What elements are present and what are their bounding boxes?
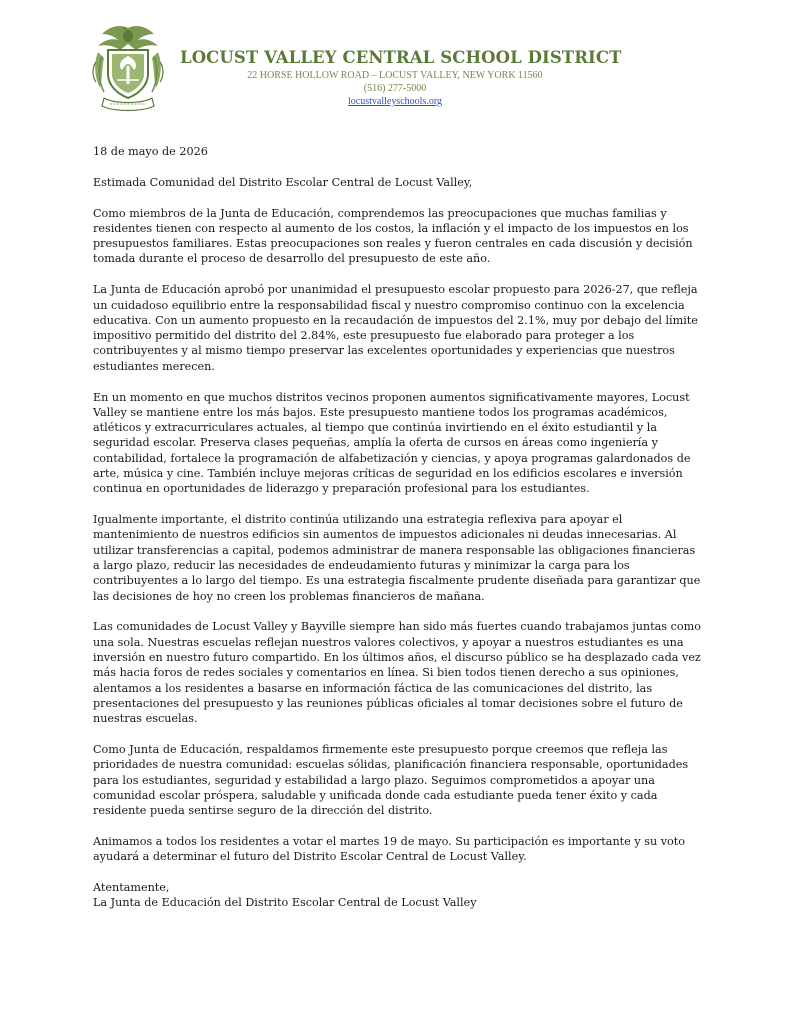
letter-paragraph: Como miembros de la Junta de Educación, comprendemos las preocupaciones que muchas familias y residentes tienen con respecto al aumento de los costos, la inflación y el impacto de los impuestos en los presupuestos familiares. Estas preocupaciones son reales y fueron centrales en cada discusión y decisión tomada durante el proceso de desarrollo del presupuesto de este año. — [93, 206, 693, 266]
letter-paragraph: Como Junta de Educación, respaldamos firmemente este presupuesto porque creemos que refleja las prioridades de nuestra comunidad: escuelas sólidas, planificación financiera responsable, oportunidades para los estudiantes, seguridad y estabilidad a largo plazo. Seguimos comprometidos a apoyar una comunidad escolar próspera, saludable y unificada donde cada estudiante pueda tener éxito y cada residente pueda sentirse seguro de la dirección del distrito. — [93, 743, 689, 818]
district-phone: (516) 277-5000 — [363, 83, 427, 94]
letter-signature: La Junta de Educación del Distrito Escolar Central de Locust Valley — [93, 896, 477, 910]
letter-body — [93, 144, 705, 911]
letter-paragraph: La Junta de Educación aprobó por unanimidad el presupuesto escolar propuesto para 2026-27, que refleja un cuidadoso equilibrio entre la responsabilidad fiscal y nuestro compromiso continuo con la excelencia educativa. Con un aumento propuesto en la recaudación de impuestos del 2.1%, muy por debajo del límite impositivo permitido del distrito del 2.84%, este presupuesto fue elaborado para proteger a los contribuyentes y al mismo tiempo preservar las excelentes oportunidades y experiencias que nuestros estudiantes merecen. — [93, 283, 698, 373]
district-website-link[interactable]: locustvalleyschools.org — [348, 96, 442, 107]
letter-paragraph: En un momento en que muchos distritos vecinos proponen aumentos significativamente mayores, Locust Valley se mantiene entre los más bajos. Este presupuesto mantiene todos los programas académicos, atléticos y extracurriculares actuales, al tiempo que continúa invirtiendo en el éxito estudiantil y la seguridad escolar. Preserva clases pequeñas, amplía la oferta de cursos en áreas como ingeniería y contabilidad, fortalece la programación de alfabetización y ciencias, y apoya programas galardonados de arte, música y cine. También incluye mejoras críticas de seguridad en los edificios escolares e inversión continua en oportunidades de liderazgo y preparación profesional para los estudiantes. — [93, 390, 691, 496]
letterhead — [0, 0, 791, 120]
letter-greeting: Estimada Comunidad del Distrito Escolar Central de Locust Valley, — [93, 175, 473, 189]
school-crest-icon — [90, 22, 166, 116]
letter-paragraph: Igualmente importante, el distrito continúa utilizando una estrategia reflexiva para apoyar el mantenimiento de nuestros edificios sin aumentos de impuestos adicionales ni deudas innecesarias. Al utilizar transferencias a capital, podemos administrar de manera responsable las obligaciones financieras a largo plazo, reducir las necesidades de endeudamiento futuras y minimizar la carga para los contribuyentes a lo largo del tiempo. Es una estrategia fiscalmente prudente diseñada para garantizar que las decisiones de hoy no creen los problemas financieros de mañana. — [93, 513, 701, 603]
district-address: 22 HORSE HOLLOW ROAD – LOCUST VALLEY, NEW YORK 11560 — [247, 70, 543, 81]
district-name: LOCUST VALLEY CENTRAL SCHOOL DISTRICT — [180, 48, 622, 67]
letterhead-text — [180, 48, 622, 108]
letter-paragraph: Las comunidades de Locust Valley y Bayville siempre han sido más fuertes cuando trabajamos juntas como una sola. Nuestras escuelas reflejan nuestros valores colectivos, y apoyar a nuestros estudiantes es una inversión en nuestro futuro compartido. En los últimos años, el discurso público se ha desplazado cada vez más hacia foros de redes sociales y comentarios en línea. Si bien todos tienen derecho a sus opiniones, alentamos a los residentes a basarse en información fáctica de las comunicaciones del distrito, las presentaciones del presupuesto y las reuniones públicas oficiales al tomar decisiones sobre el futuro de nuestras escuelas. — [93, 620, 701, 726]
letter-date: 18 de mayo de 2026 — [93, 145, 208, 158]
letter-paragraph: Animamos a todos los residentes a votar el martes 19 de mayo. Su participación es importante y su voto ayudará a determinar el futuro del Distrito Escolar Central de Locust Valley. — [93, 834, 686, 864]
letter-closing: Atentamente, — [93, 881, 170, 895]
